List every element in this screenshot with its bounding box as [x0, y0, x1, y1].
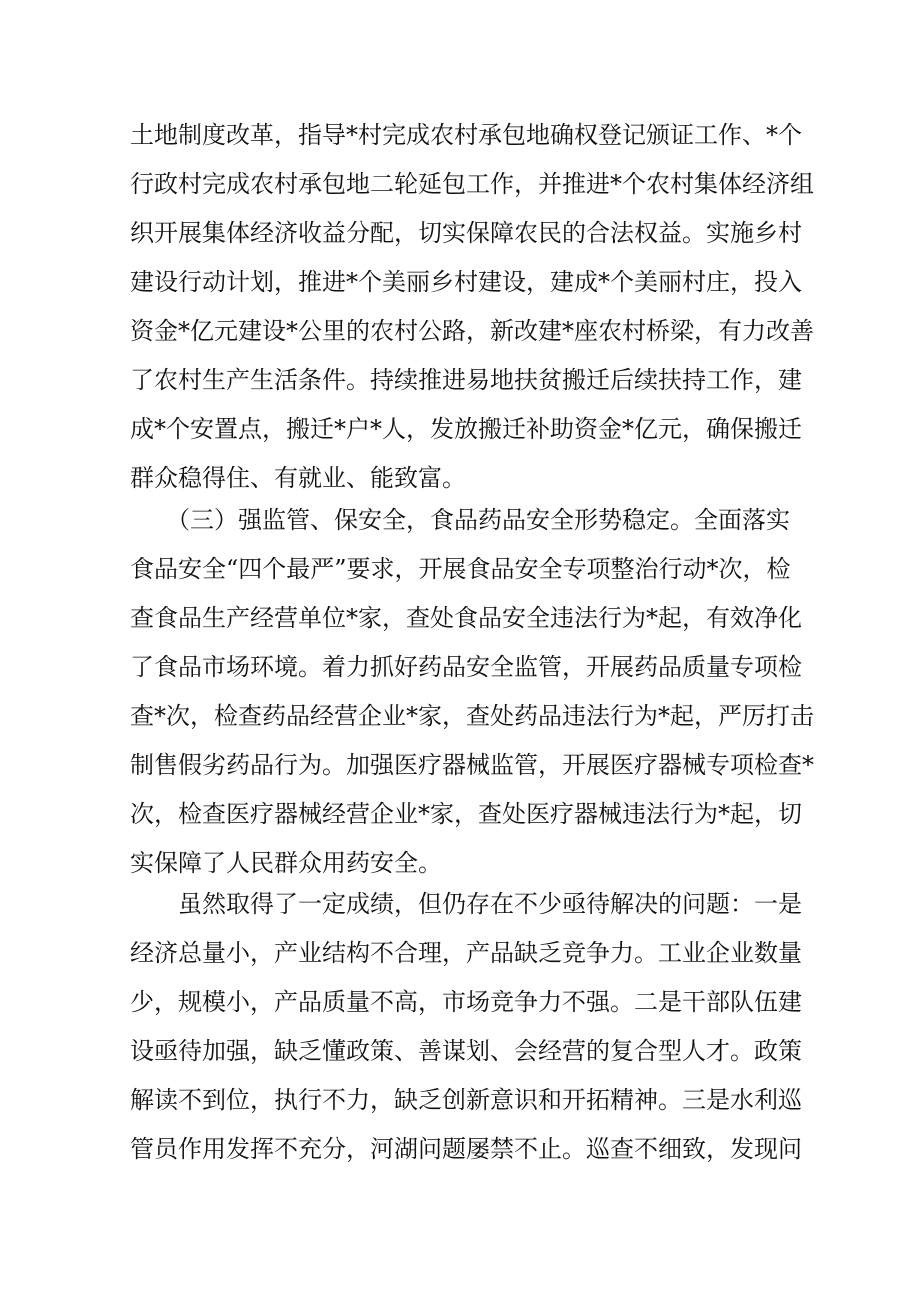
text-line: （三）强监管、保安全，食品药品安全形势稳定。全面落实 — [130, 506, 790, 534]
text-line: 解读不到位，执行不力，缺乏创新意识和开拓精神。三是水利巡 — [130, 1086, 802, 1114]
text-line: 了农村生产生活条件。持续推进易地扶贫搬迁后续扶持工作，建 — [130, 366, 802, 394]
text-line: 资金*亿元建设*公里的农村公路，新改建*座农村桥梁，有力改善 — [130, 317, 814, 345]
text-line: 群众稳得住、有就业、能致富。 — [130, 464, 466, 492]
text-line: 成*个安置点，搬迁*户*人，发放搬迁补助资金*亿元，确保搬迁 — [130, 415, 802, 443]
text-line: 了食品市场环境。着力抓好药品安全监管，开展药品质量专项检 — [130, 653, 802, 681]
text-line: 实保障了人民群众用药安全。 — [130, 849, 442, 877]
text-line: 次，检查医疗器械经营企业*家，查处医疗器械违法行为*起，切 — [130, 800, 802, 828]
paragraph-food-drug-safety — [130, 496, 814, 888]
text-line: 管员作用发挥不充分，河湖问题屡禁不止。巡查不细致，发现问 — [130, 1135, 802, 1163]
paragraph-problems — [130, 880, 802, 1174]
text-line: 制售假劣药品行为。加强医疗器械监管，开展医疗器械专项检查* — [130, 751, 814, 779]
paragraph-rural-reform — [130, 111, 814, 503]
text-line: 食品安全“四个最严”要求，开展食品安全专项整治行动*次，检 — [130, 555, 791, 583]
text-line: 土地制度改革，指导*村完成农村承包地确权登记颁证工作、*个 — [130, 121, 802, 149]
text-line: 查食品生产经营单位*家，查处食品安全违法行为*起，有效净化 — [130, 604, 802, 632]
text-line: 行政村完成农村承包地二轮延包工作，并推进*个农村集体经济组 — [130, 170, 814, 198]
text-line: 建设行动计划，推进*个美丽乡村建设，建成*个美丽村庄，投入 — [130, 268, 802, 296]
text-line: 查*次，检查药品经营企业*家，查处药品违法行为*起，严厉打击 — [130, 702, 814, 730]
text-line: 少，规模小，产品质量不高，市场竞争力不强。二是干部队伍建 — [130, 988, 802, 1016]
text-line: 经济总量小，产业结构不合理，产品缺乏竞争力。工业企业数量 — [130, 939, 802, 967]
text-line: 虽然取得了一定成绩，但仍存在不少亟待解决的问题：一是 — [130, 890, 802, 918]
text-line: 织开展集体经济收益分配，切实保障农民的合法权益。实施乡村 — [130, 219, 802, 247]
text-line: 设亟待加强，缺乏懂政策、善谋划、会经营的复合型人才。政策 — [130, 1037, 802, 1065]
